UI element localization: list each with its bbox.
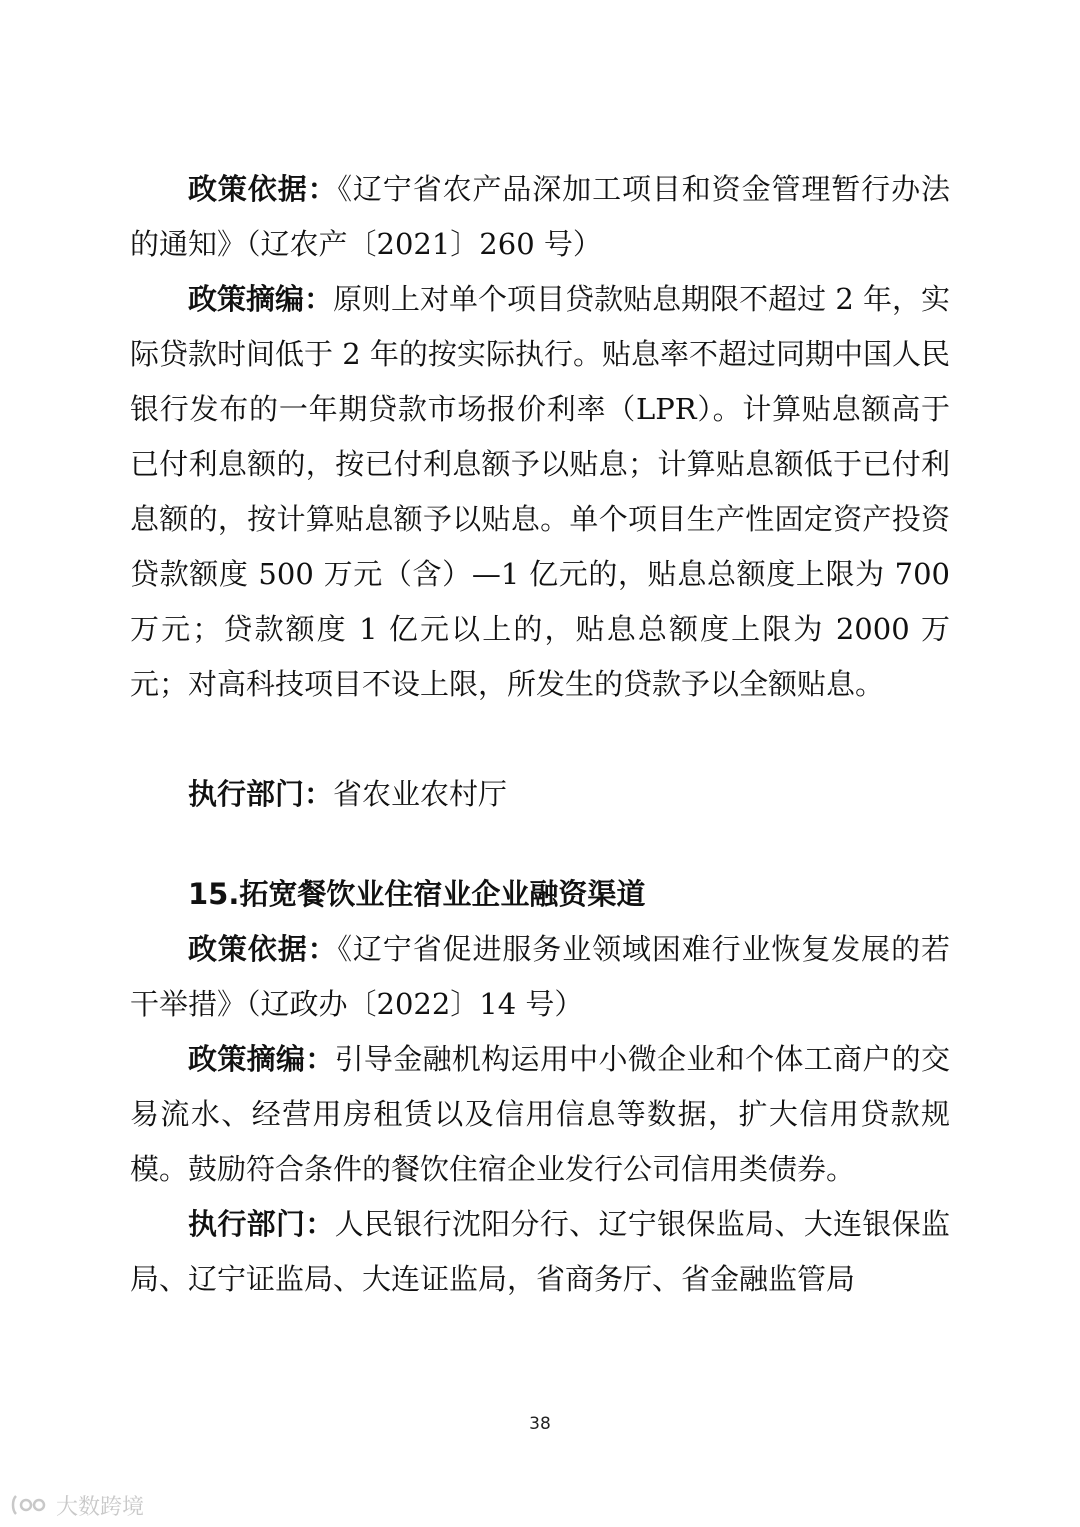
executing-dept-label: 执行部门： [188,1207,335,1241]
policy-summary-text: 引导金融机构运用中小微企业和个体工商户的交易流水、经营用房租赁以及信用信息等数据，扩大信用贷款规模。鼓励符合条件的餐饮住宿企业发行公司信用类债券。 [130,1042,950,1186]
policy-summary-paragraph [130,272,950,712]
policy-basis-text: 《辽宁省农产品深加工项目和资金管理暂行办法的通知》（辽农产〔2021〕260 号） [130,172,950,261]
policy-summary-label: 政策摘编： [188,282,334,316]
policy-basis-paragraph [130,162,950,272]
page-number: 38 [529,1414,551,1434]
section-heading: 15.拓宽餐饮业住宿业企业融资渠道 [188,877,646,911]
watermark [10,1490,144,1520]
policy-basis-label: 政策依据： [188,932,338,966]
policy-summary-paragraph [130,1032,950,1197]
executing-dept-text: 省农业农村厅 [333,777,508,811]
executing-dept-text: 人民银行沈阳分行、辽宁银保监局、大连银保监局、辽宁证监局、大连证监局，省商务厅、省金融监管局 [130,1207,950,1296]
executing-dept-paragraph [130,767,950,822]
policy-basis-text: 《辽宁省促进服务业领域困难行业恢复发展的若干举措》（辽政办〔2022〕14 号） [130,932,950,1021]
policy-summary-text: 原则上对单个项目贷款贴息期限不超过 2 年，实际贷款时间低于 2 年的按实际执行。贴息率不超过同期中国人民银行发布的一年期贷款市场报价利率（LPR）。计算贴息额高于已付利息额的，按已付利息额予以贴息；计算贴息额低于已付利息额的，按计算贴息额予以贴息。单个项目生产性固定资产投资贷款额度 500 万元（含）—1 亿元的，贴息总额度上限为 700 万元；贷款额度 1 亿元以上的，贴息总额度上限为 2000 万元；对高科技项目不设上限，所发生的贷款予以全额贴息。 [130,282,950,701]
logo-icon [10,1492,50,1518]
watermark-text: 大数跨境 [56,1494,145,1520]
executing-dept-label: 执行部门： [188,777,334,811]
policy-basis-paragraph [130,922,950,1032]
executing-dept-paragraph [130,1197,950,1307]
policy-basis-label: 政策依据： [188,172,338,206]
policy-summary-label: 政策摘编： [188,1042,335,1076]
